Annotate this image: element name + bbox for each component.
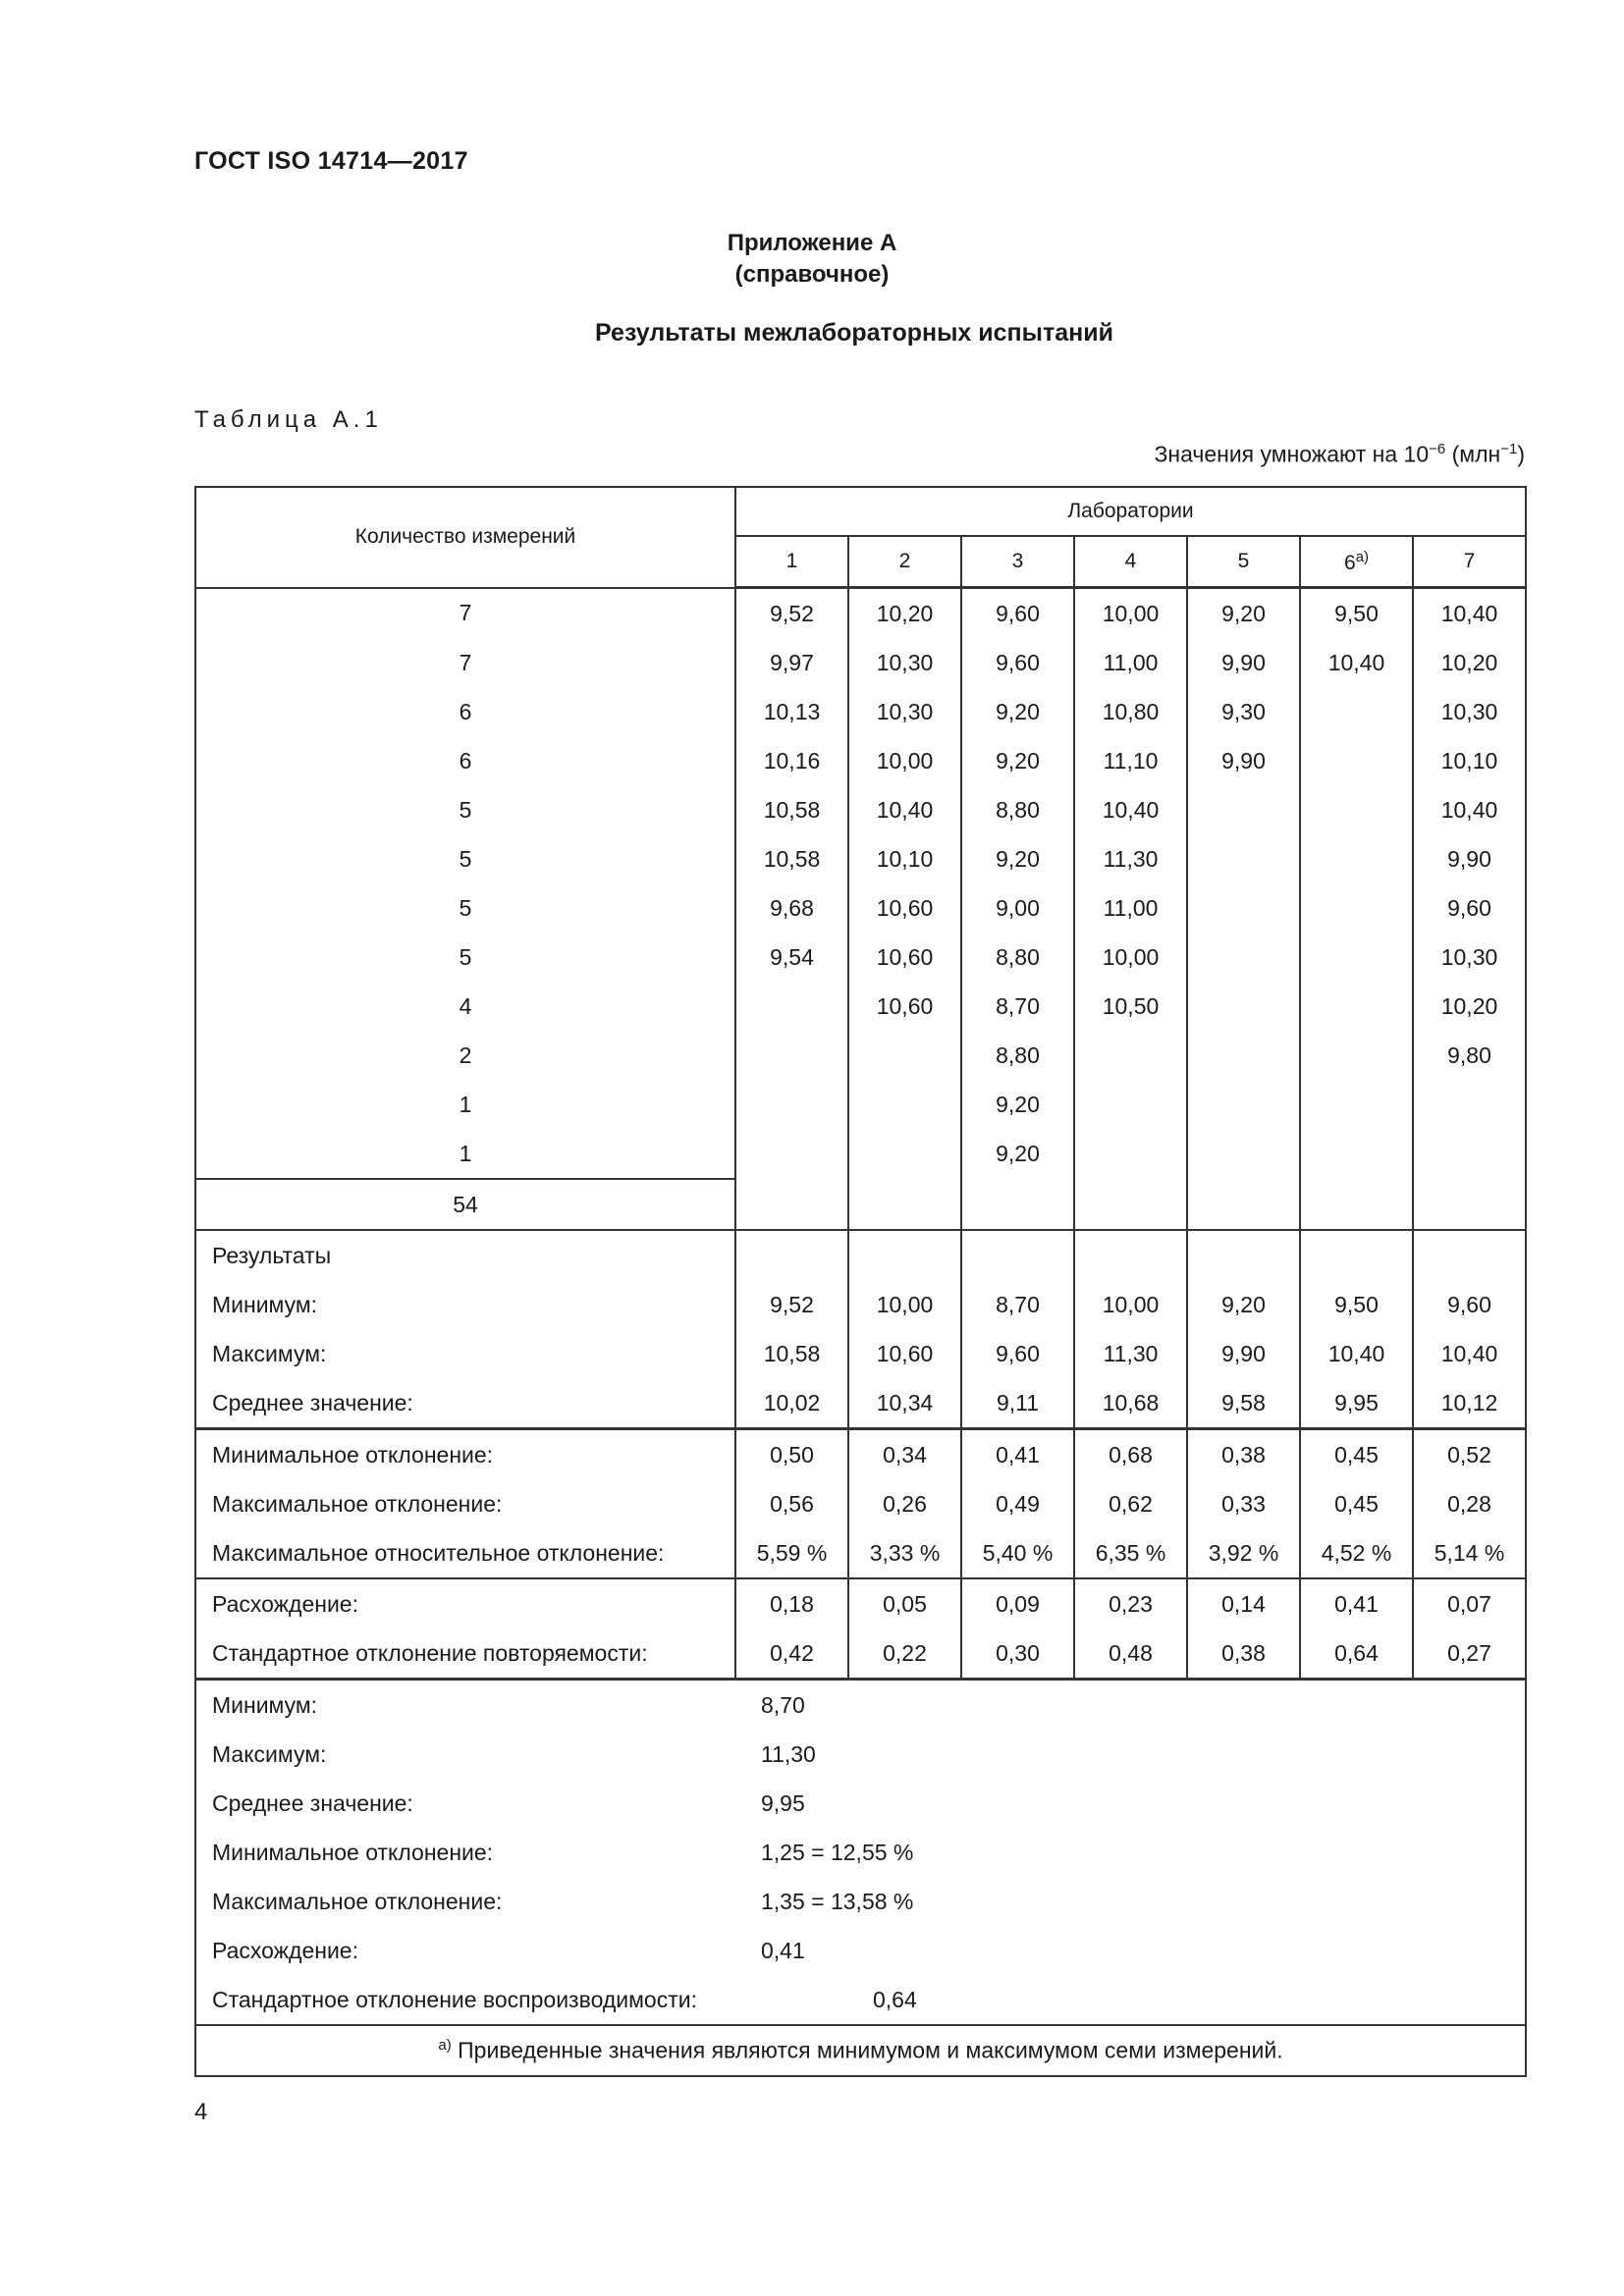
value-cell: 9,20 [961, 1080, 1074, 1129]
empty-cell [961, 1230, 1074, 1280]
stat-row [195, 1329, 1526, 1378]
stat-value: 10,00 [848, 1280, 961, 1329]
summary-label: Среднее значение: [195, 1779, 735, 1828]
units-note [1154, 441, 1525, 468]
footnote-text: Приведенные значения являются минимумом и максимумом семи измерений. [458, 2037, 1283, 2063]
stat-value: 0,34 [848, 1429, 961, 1480]
count-cell: 7 [195, 588, 735, 639]
empty-cell [1187, 785, 1300, 1230]
stat-value: 10,00 [1074, 1280, 1187, 1329]
summary-value: 1,25 = 12,55 % [735, 1828, 1526, 1877]
stat-value: 9,90 [1187, 1329, 1300, 1378]
table-row [195, 588, 1526, 639]
stat-label: Максимальное отклонение: [195, 1479, 735, 1528]
document-title: Результаты межлабораторных испытаний [594, 319, 1113, 347]
lab-header-5 [1187, 536, 1300, 588]
stat-value: 0,68 [1074, 1429, 1187, 1480]
reproducibility-row [195, 1975, 1526, 2025]
empty-cell [1074, 1031, 1187, 1230]
stat-value: 9,60 [961, 1329, 1074, 1378]
lab-number: 6 [1343, 551, 1356, 574]
stat-value: 0,22 [848, 1629, 961, 1680]
value-cell: 10,30 [1413, 687, 1526, 736]
stat-value: 0,52 [1413, 1429, 1526, 1480]
stat-row [195, 1280, 1526, 1329]
stat-value: 10,12 [1413, 1378, 1526, 1429]
count-cell: 4 [195, 982, 735, 1031]
value-cell: 10,50 [1074, 982, 1187, 1031]
lab-header-1 [735, 536, 848, 588]
value-cell: 8,80 [961, 785, 1074, 834]
value-cell: 8,80 [961, 933, 1074, 982]
results-table [194, 486, 1527, 2077]
stat-value: 5,59 % [735, 1528, 848, 1578]
stat-value: 5,40 % [961, 1528, 1074, 1578]
value-cell: 9,20 [1187, 588, 1300, 639]
value-cell: 10,00 [1074, 933, 1187, 982]
total-count: 54 [195, 1179, 735, 1230]
value-cell: 10,40 [1074, 785, 1187, 834]
stat-value: 0,41 [1300, 1578, 1413, 1629]
summary-row [195, 1779, 1526, 1828]
value-cell: 10,10 [1413, 736, 1526, 785]
stat-label: Среднее значение: [195, 1378, 735, 1429]
value-cell: 11,00 [1074, 638, 1187, 687]
summary-value: 0,41 [735, 1926, 1526, 1975]
results-label: Результаты [195, 1230, 735, 1280]
stat-value: 0,48 [1074, 1629, 1187, 1680]
lab-number: 3 [1011, 550, 1024, 572]
value-cell: 9,20 [961, 1129, 1074, 1179]
value-cell: 10,40 [1413, 588, 1526, 639]
value-cell: 10,20 [1413, 982, 1526, 1031]
summary-value: 11,30 [735, 1730, 1526, 1779]
value-cell: 10,30 [848, 638, 961, 687]
stat-value: 0,18 [735, 1578, 848, 1629]
count-cell: 2 [195, 1031, 735, 1080]
value-cell: 9,60 [961, 638, 1074, 687]
stat-value: 4,52 % [1300, 1528, 1413, 1578]
value-cell: 10,40 [1300, 638, 1413, 687]
stat-row [195, 1429, 1526, 1480]
stat-value: 0,38 [1187, 1429, 1300, 1480]
value-cell: 10,80 [1074, 687, 1187, 736]
stat-value: 0,23 [1074, 1578, 1187, 1629]
stat-value: 10,40 [1413, 1329, 1526, 1378]
stat-value: 5,14 % [1413, 1528, 1526, 1578]
summary-value: 1,35 = 13,58 % [735, 1877, 1526, 1926]
stat-value: 0,09 [961, 1578, 1074, 1629]
empty-cell [735, 982, 848, 1230]
stat-label: Максимальное относительное отклонение: [195, 1528, 735, 1578]
annex-title: Приложение А [727, 230, 897, 256]
stat-label: Максимум: [195, 1329, 735, 1378]
value-cell: 8,80 [961, 1031, 1074, 1080]
stat-value: 10,40 [1300, 1329, 1413, 1378]
lab-header-6 [1300, 536, 1413, 588]
stat-value: 0,33 [1187, 1479, 1300, 1528]
empty-cell [1300, 687, 1413, 1230]
count-cell: 6 [195, 687, 735, 736]
stat-value: 9,52 [735, 1280, 848, 1329]
units-note-text: Значения умножают на 10 [1154, 441, 1430, 467]
stat-value: 3,33 % [848, 1528, 961, 1578]
stat-value: 8,70 [961, 1280, 1074, 1329]
value-cell: 10,20 [848, 588, 961, 639]
value-cell: 9,60 [1413, 883, 1526, 933]
stat-row [195, 1578, 1526, 1629]
stat-value: 0,26 [848, 1479, 961, 1528]
stat-value: 0,62 [1074, 1479, 1187, 1528]
stat-value: 9,50 [1300, 1280, 1413, 1329]
count-cell: 5 [195, 785, 735, 834]
lab-number: 2 [898, 550, 911, 572]
units-close: ) [1517, 441, 1525, 467]
value-cell: 9,80 [1413, 1031, 1526, 1080]
value-cell: 9,20 [961, 736, 1074, 785]
empty-cell [1187, 1230, 1300, 1280]
summary-label: Максимальное отклонение: [195, 1877, 735, 1926]
stat-value: 9,58 [1187, 1378, 1300, 1429]
stat-value: 0,38 [1187, 1629, 1300, 1680]
reproducibility-value: 0,64 [735, 1975, 1526, 2025]
value-cell: 9,00 [961, 883, 1074, 933]
empty-cell [735, 1230, 848, 1280]
units-exponent-2: −1 [1500, 441, 1518, 457]
value-cell: 10,40 [1413, 785, 1526, 834]
value-cell: 8,70 [961, 982, 1074, 1031]
value-cell: 11,00 [1074, 883, 1187, 933]
stat-value: 11,30 [1074, 1329, 1187, 1378]
value-cell: 10,60 [848, 982, 961, 1031]
stat-label: Стандартное отклонение повторяемости: [195, 1629, 735, 1680]
value-cell: 9,20 [961, 687, 1074, 736]
stat-value: 0,56 [735, 1479, 848, 1528]
stat-value: 0,41 [961, 1429, 1074, 1480]
value-cell: 10,58 [735, 834, 848, 883]
count-column-header: Количество измерений [195, 487, 735, 588]
footnote-mark: а) [1355, 548, 1370, 565]
value-cell: 10,40 [848, 785, 961, 834]
stat-value: 10,34 [848, 1378, 961, 1429]
stat-value: 0,45 [1300, 1479, 1413, 1528]
stat-value: 9,11 [961, 1378, 1074, 1429]
lab-number: 5 [1237, 550, 1250, 572]
reproducibility-label: Стандартное отклонение воспроизводимости: [195, 1975, 735, 2025]
stat-value: 0,50 [735, 1429, 848, 1480]
stat-label: Расхождение: [195, 1578, 735, 1629]
value-cell: 11,30 [1074, 834, 1187, 883]
value-cell: 9,30 [1187, 687, 1300, 736]
page-number: 4 [194, 2099, 208, 2125]
stat-row [195, 1479, 1526, 1528]
units-exponent: −6 [1429, 441, 1446, 457]
stat-value: 10,58 [735, 1329, 848, 1378]
stat-value: 10,60 [848, 1329, 961, 1378]
footnote [195, 2025, 1526, 2076]
value-cell: 9,50 [1300, 588, 1413, 639]
empty-cell [848, 1031, 961, 1230]
count-cell: 5 [195, 883, 735, 933]
value-cell: 9,52 [735, 588, 848, 639]
value-cell: 9,97 [735, 638, 848, 687]
count-cell: 5 [195, 834, 735, 883]
stat-value: 9,60 [1413, 1280, 1526, 1329]
stat-row [195, 1528, 1526, 1578]
value-cell: 9,90 [1413, 834, 1526, 883]
stat-value: 0,05 [848, 1578, 961, 1629]
summary-row [195, 1730, 1526, 1779]
empty-cell [848, 1230, 961, 1280]
stat-row [195, 1629, 1526, 1680]
stat-value: 6,35 % [1074, 1528, 1187, 1578]
lab-number: 1 [785, 550, 798, 572]
labs-header: Лаборатории [735, 487, 1526, 536]
summary-label: Минимальное отклонение: [195, 1828, 735, 1877]
count-cell: 1 [195, 1129, 735, 1179]
stat-value: 0,30 [961, 1629, 1074, 1680]
lab-number: 4 [1124, 550, 1137, 572]
stat-value: 0,07 [1413, 1578, 1526, 1629]
summary-value: 9,95 [735, 1779, 1526, 1828]
lab-header-7 [1413, 536, 1526, 588]
stat-value: 0,14 [1187, 1578, 1300, 1629]
summary-row [195, 1877, 1526, 1926]
stat-value: 9,95 [1300, 1378, 1413, 1429]
stat-label: Минимум: [195, 1280, 735, 1329]
value-cell: 10,10 [848, 834, 961, 883]
empty-cell [1413, 1230, 1526, 1280]
lab-header-2 [848, 536, 961, 588]
value-cell: 10,16 [735, 736, 848, 785]
footnote-row [195, 2025, 1526, 2076]
table-body [195, 487, 1526, 2076]
results-label-row [195, 1230, 1526, 1280]
stat-value: 0,49 [961, 1479, 1074, 1528]
value-cell: 10,13 [735, 687, 848, 736]
footnote-mark: а) [438, 2037, 452, 2055]
stat-value: 3,92 % [1187, 1528, 1300, 1578]
document-header: ГОСТ ISO 14714—2017 [194, 147, 468, 175]
value-cell: 11,10 [1074, 736, 1187, 785]
summary-label: Расхождение: [195, 1926, 735, 1975]
stat-value: 0,28 [1413, 1479, 1526, 1528]
value-cell: 9,20 [961, 834, 1074, 883]
value-cell: 10,30 [1413, 933, 1526, 982]
value-cell: 9,60 [961, 588, 1074, 639]
value-cell: 10,00 [848, 736, 961, 785]
value-cell: 9,54 [735, 933, 848, 982]
lab-header-4 [1074, 536, 1187, 588]
summary-row [195, 1680, 1526, 1731]
lab-number: 7 [1463, 550, 1476, 572]
value-cell: 9,68 [735, 883, 848, 933]
count-cell: 7 [195, 638, 735, 687]
summary-row [195, 1926, 1526, 1975]
value-cell: 9,90 [1187, 736, 1300, 785]
annex-status: (справочное) [734, 261, 890, 288]
stat-row [195, 1378, 1526, 1429]
stat-value: 9,20 [1187, 1280, 1300, 1329]
empty-cell [1300, 1230, 1413, 1280]
count-cell: 5 [195, 933, 735, 982]
lab-header-3 [961, 536, 1074, 588]
value-cell: 10,60 [848, 883, 961, 933]
table-caption: Таблица А.1 [194, 406, 383, 433]
table-row [195, 687, 1526, 736]
summary-label: Минимум: [195, 1680, 735, 1731]
stat-value: 0,27 [1413, 1629, 1526, 1680]
summary-row [195, 1828, 1526, 1877]
stat-value: 0,45 [1300, 1429, 1413, 1480]
empty-cell [1413, 1080, 1526, 1230]
units-open: (млн [1445, 441, 1501, 467]
value-cell: 10,30 [848, 687, 961, 736]
value-cell: 10,60 [848, 933, 961, 982]
empty-cell [1074, 1230, 1187, 1280]
annex-heading [0, 228, 1624, 291]
stat-value: 0,64 [1300, 1629, 1413, 1680]
value-cell: 9,90 [1187, 638, 1300, 687]
table-row [195, 638, 1526, 687]
count-cell: 1 [195, 1080, 735, 1129]
stat-label: Минимальное отклонение: [195, 1429, 735, 1480]
value-cell: 10,00 [1074, 588, 1187, 639]
stat-value: 10,68 [1074, 1378, 1187, 1429]
value-cell: 10,20 [1413, 638, 1526, 687]
summary-label: Максимум: [195, 1730, 735, 1779]
value-cell: 10,58 [735, 785, 848, 834]
summary-value: 8,70 [735, 1680, 1526, 1731]
stat-value: 0,42 [735, 1629, 848, 1680]
count-cell: 6 [195, 736, 735, 785]
stat-value: 10,02 [735, 1378, 848, 1429]
